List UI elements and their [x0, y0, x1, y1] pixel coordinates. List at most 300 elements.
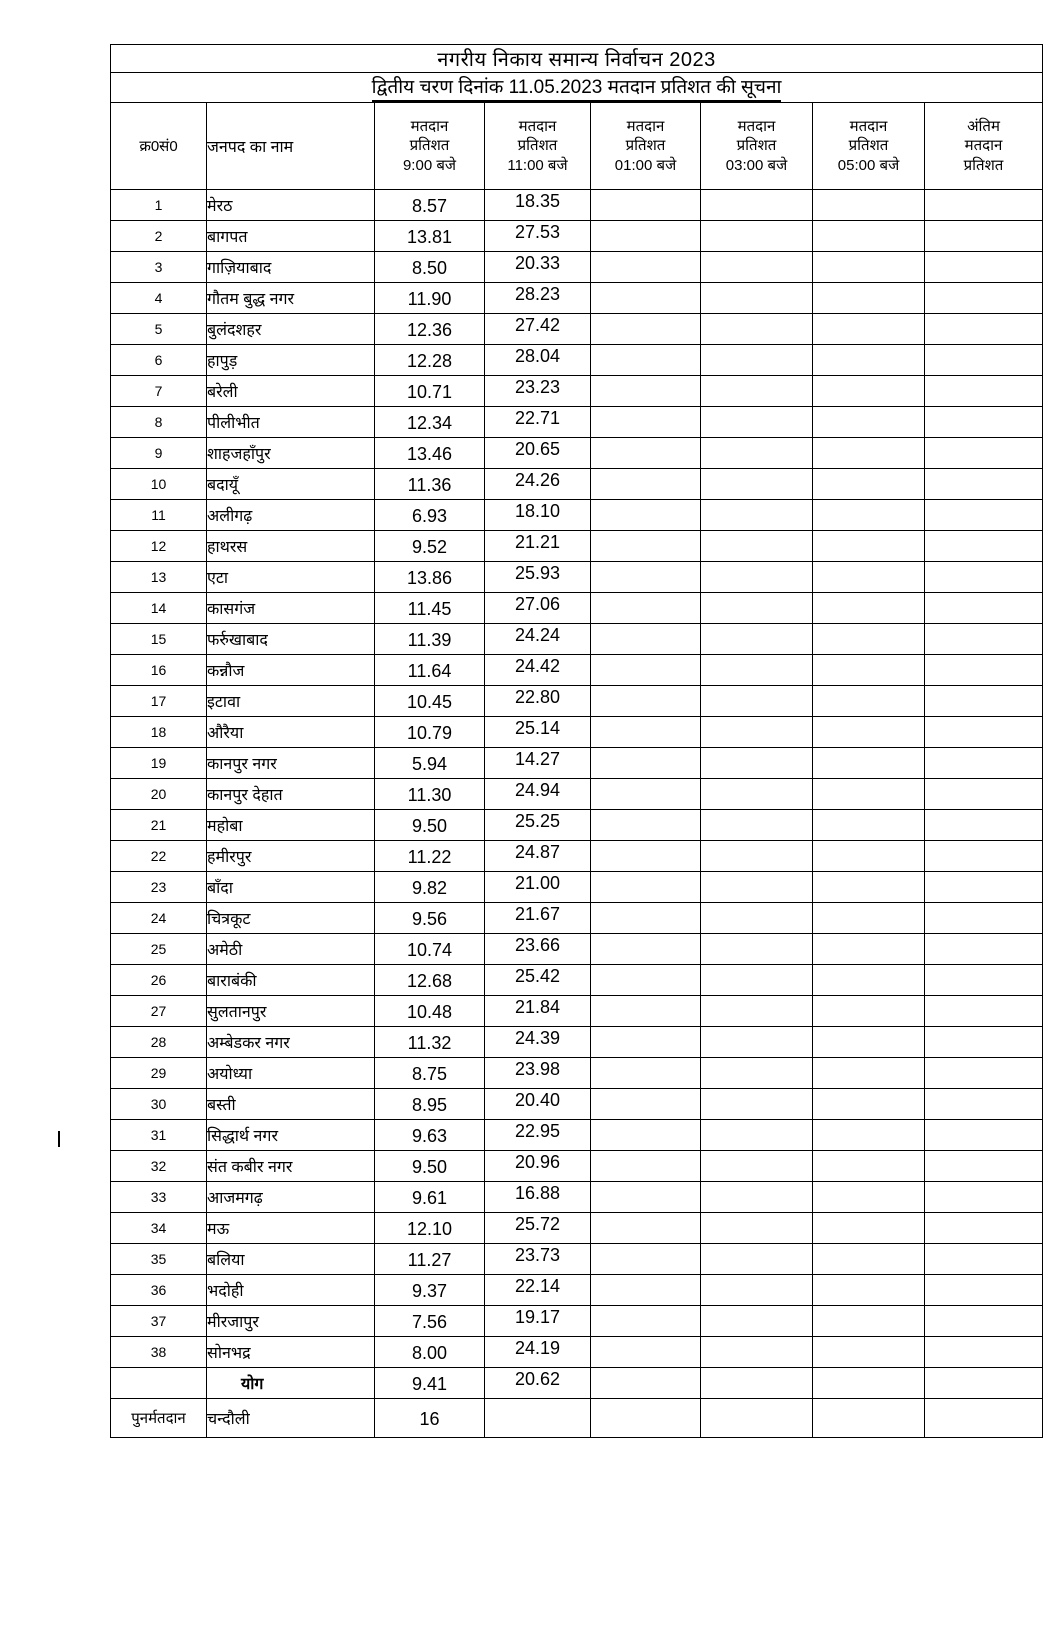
cell-serial: 27: [111, 996, 207, 1027]
cell-9am: 8.50: [411, 257, 448, 278]
cell-3pm: [701, 531, 813, 562]
cell-repoll-9am: 16: [419, 1408, 440, 1429]
cell-1pm: [591, 1244, 701, 1275]
cell-9am: 9.82: [411, 877, 448, 898]
column-header-11am-line: प्रतिशत: [517, 137, 558, 155]
cell-final: [925, 1120, 1043, 1151]
cell-3pm: [701, 1337, 813, 1368]
cell-1pm: [591, 1182, 701, 1213]
cell-5pm: [813, 779, 925, 810]
cell-11am: 27.06: [514, 593, 561, 614]
column-header-1pm-line: प्रतिशत: [625, 137, 666, 155]
page-title: नगरीय निकाय समान्य निर्वाचन 2023: [111, 45, 1043, 73]
cell-final: [925, 531, 1043, 562]
cell-1pm: [591, 934, 701, 965]
table-row: [111, 283, 1043, 314]
cell-serial: 38: [111, 1337, 207, 1368]
cell-serial: 20: [111, 779, 207, 810]
cell-9am: 9.52: [411, 536, 448, 557]
table-row: [111, 593, 1043, 624]
cell-5pm: [813, 1275, 925, 1306]
cell-district: बदायूँ: [207, 469, 375, 500]
column-header-final-line: मतदान: [964, 137, 1003, 155]
cell-3pm: [701, 283, 813, 314]
cell-serial: 19: [111, 748, 207, 779]
cell-5pm: [813, 1120, 925, 1151]
cell-final: [925, 1182, 1043, 1213]
cell-total-11am: 20.62: [514, 1368, 561, 1389]
cell-final: [925, 500, 1043, 531]
cell-11am: 24.42: [514, 655, 561, 676]
voting-percentage-table: [110, 44, 1043, 1438]
cell-serial: 11: [111, 500, 207, 531]
cell-3pm: [701, 314, 813, 345]
cell-5pm: [813, 190, 925, 221]
cell-district: मऊ: [207, 1213, 375, 1244]
cell-district: कासगंज: [207, 593, 375, 624]
cell-3pm: [701, 1306, 813, 1337]
cell-5pm: [813, 252, 925, 283]
column-header-3pm-line: 03:00 बजे: [725, 156, 788, 174]
cell-final: [925, 624, 1043, 655]
cell-district: चित्रकूट: [207, 903, 375, 934]
cell-3pm: [701, 1275, 813, 1306]
column-header-final: [925, 103, 1043, 190]
column-header-9am-line: 9:00 बजे: [402, 156, 457, 174]
cell-3pm: [701, 717, 813, 748]
table-row: [111, 190, 1043, 221]
cell-district: गाज़ियाबाद: [207, 252, 375, 283]
cell-11am: 20.33: [514, 252, 561, 273]
cell-serial: 10: [111, 469, 207, 500]
cell-final: [925, 283, 1043, 314]
cell-district: बलिया: [207, 1244, 375, 1275]
cell-district: सिद्धार्थ नगर: [207, 1120, 375, 1151]
cell-total-5pm: [813, 1368, 925, 1399]
cell-district: भदोही: [207, 1275, 375, 1306]
cell-9am: 13.46: [406, 443, 453, 464]
cell-final: [925, 252, 1043, 283]
cell-3pm: [701, 345, 813, 376]
cell-5pm: [813, 1337, 925, 1368]
cell-3pm: [701, 500, 813, 531]
table-row: [111, 810, 1043, 841]
cell-11am: 23.98: [514, 1058, 561, 1079]
cell-1pm: [591, 407, 701, 438]
cell-3pm: [701, 872, 813, 903]
cell-1pm: [591, 562, 701, 593]
cell-9am: 11.45: [407, 598, 452, 619]
cell-9am: 8.57: [411, 195, 448, 216]
cell-district: सोनभद्र: [207, 1337, 375, 1368]
cell-5pm: [813, 624, 925, 655]
column-header-11am: [485, 103, 591, 190]
cell-5pm: [813, 934, 925, 965]
cell-district: बस्ती: [207, 1089, 375, 1120]
cell-3pm: [701, 965, 813, 996]
cell-1pm: [591, 531, 701, 562]
cell-district: बाराबंकी: [207, 965, 375, 996]
cell-5pm: [813, 1213, 925, 1244]
cell-district: पीलीभीत: [207, 407, 375, 438]
cell-serial: 2: [111, 221, 207, 252]
margin-tick-mark: [58, 1131, 60, 1147]
table-row: [111, 624, 1043, 655]
column-header-3pm-line: मतदान: [737, 118, 776, 136]
table-row: [111, 500, 1043, 531]
cell-final: [925, 1275, 1043, 1306]
cell-final: [925, 934, 1043, 965]
cell-5pm: [813, 283, 925, 314]
cell-11am: 25.14: [514, 717, 561, 738]
table-row: [111, 1058, 1043, 1089]
cell-serial: 37: [111, 1306, 207, 1337]
cell-3pm: [701, 593, 813, 624]
cell-final: [925, 841, 1043, 872]
cell-district: फर्रुखाबाद: [207, 624, 375, 655]
cell-serial: 12: [111, 531, 207, 562]
cell-9am: 11.90: [407, 288, 452, 309]
cell-serial: 26: [111, 965, 207, 996]
cell-9am: 10.74: [406, 939, 453, 960]
cell-9am: 11.30: [407, 784, 452, 805]
cell-district: हाथरस: [207, 531, 375, 562]
column-header-5pm-line: प्रतिशत: [848, 137, 889, 155]
cell-11am: 24.39: [514, 1027, 561, 1048]
cell-district: गौतम बुद्ध नगर: [207, 283, 375, 314]
cell-11am: 21.67: [514, 903, 561, 924]
cell-3pm: [701, 748, 813, 779]
cell-final: [925, 593, 1043, 624]
cell-11am: 28.04: [514, 345, 561, 366]
cell-district: हमीरपुर: [207, 841, 375, 872]
page-subtitle-text: द्वितीय चरण दिनांक 11.05.2023 मतदान प्रतिशत की सूचना: [372, 73, 782, 102]
cell-5pm: [813, 717, 925, 748]
cell-11am: 27.53: [514, 221, 561, 242]
cell-1pm: [591, 779, 701, 810]
cell-11am: 24.24: [514, 624, 561, 645]
cell-final: [925, 872, 1043, 903]
cell-9am: 12.34: [406, 412, 453, 433]
table-row: [111, 1089, 1043, 1120]
cell-serial: 34: [111, 1213, 207, 1244]
cell-district: शाहजहाँपुर: [207, 438, 375, 469]
cell-district: अलीगढ़: [207, 500, 375, 531]
cell-serial: 7: [111, 376, 207, 407]
cell-1pm: [591, 717, 701, 748]
cell-5pm: [813, 1058, 925, 1089]
cell-3pm: [701, 1182, 813, 1213]
cell-9am: 10.45: [406, 691, 453, 712]
column-header-district: जनपद का नाम: [207, 103, 375, 190]
cell-5pm: [813, 562, 925, 593]
cell-serial: 18: [111, 717, 207, 748]
cell-1pm: [591, 314, 701, 345]
cell-1pm: [591, 376, 701, 407]
table-row: [111, 314, 1043, 345]
cell-9am: 12.28: [406, 350, 453, 371]
cell-serial: 8: [111, 407, 207, 438]
cell-9am: 12.10: [406, 1218, 453, 1239]
cell-11am: 25.25: [514, 810, 561, 831]
cell-district: अम्बेडकर नगर: [207, 1027, 375, 1058]
subtitle-row: [111, 73, 1043, 103]
cell-final: [925, 1306, 1043, 1337]
cell-11am: 28.23: [514, 283, 561, 304]
cell-3pm: [701, 1027, 813, 1058]
table-row: [111, 655, 1043, 686]
cell-final: [925, 1151, 1043, 1182]
cell-9am: 6.93: [411, 505, 448, 526]
cell-11am: 23.66: [514, 934, 561, 955]
cell-11am: 21.21: [514, 531, 561, 552]
cell-1pm: [591, 252, 701, 283]
cell-11am: 21.00: [514, 872, 561, 893]
column-header-final-line: प्रतिशत: [963, 156, 1004, 174]
cell-district: बाँदा: [207, 872, 375, 903]
cell-11am: 23.23: [514, 376, 561, 397]
cell-serial: 13: [111, 562, 207, 593]
header-row: [111, 103, 1043, 190]
cell-11am: 20.65: [514, 438, 561, 459]
cell-final: [925, 903, 1043, 934]
column-header-9am-line: प्रतिशत: [409, 137, 450, 155]
cell-3pm: [701, 1089, 813, 1120]
cell-9am: 9.63: [411, 1125, 448, 1146]
cell-11am: 22.95: [514, 1120, 561, 1141]
cell-total-9am: 9.41: [411, 1373, 448, 1394]
table-row: [111, 934, 1043, 965]
cell-3pm: [701, 779, 813, 810]
cell-5pm: [813, 407, 925, 438]
table-row: [111, 1151, 1043, 1182]
cell-9am: 13.81: [406, 226, 453, 247]
table-row: [111, 779, 1043, 810]
cell-serial: 24: [111, 903, 207, 934]
cell-3pm: [701, 810, 813, 841]
cell-3pm: [701, 438, 813, 469]
table-row: [111, 1275, 1043, 1306]
cell-11am: 25.93: [514, 562, 561, 583]
cell-3pm: [701, 190, 813, 221]
table-row: [111, 1182, 1043, 1213]
cell-1pm: [591, 1058, 701, 1089]
column-header-9am: [375, 103, 485, 190]
cell-final: [925, 717, 1043, 748]
cell-final: [925, 376, 1043, 407]
cell-1pm: [591, 1337, 701, 1368]
cell-1pm: [591, 996, 701, 1027]
cell-final: [925, 655, 1043, 686]
cell-serial: 15: [111, 624, 207, 655]
column-header-final-line: अंतिम: [967, 118, 1000, 136]
cell-1pm: [591, 810, 701, 841]
cell-district: इटावा: [207, 686, 375, 717]
cell-5pm: [813, 1089, 925, 1120]
column-header-serial: क्र0सं0: [111, 103, 207, 190]
cell-11am: 22.71: [514, 407, 561, 428]
cell-final: [925, 314, 1043, 345]
cell-3pm: [701, 1244, 813, 1275]
table-row: [111, 407, 1043, 438]
cell-5pm: [813, 345, 925, 376]
cell-1pm: [591, 655, 701, 686]
cell-9am: 11.39: [407, 629, 452, 650]
table-row: [111, 376, 1043, 407]
cell-serial: 29: [111, 1058, 207, 1089]
cell-9am: 8.75: [411, 1063, 448, 1084]
cell-serial: 31: [111, 1120, 207, 1151]
table-row: [111, 1244, 1043, 1275]
cell-district: मेरठ: [207, 190, 375, 221]
cell-9am: 9.50: [411, 1156, 448, 1177]
cell-1pm: [591, 1151, 701, 1182]
cell-11am: 19.17: [514, 1306, 561, 1327]
cell-1pm: [591, 624, 701, 655]
cell-3pm: [701, 407, 813, 438]
cell-1pm: [591, 593, 701, 624]
cell-district: कानपुर नगर: [207, 748, 375, 779]
cell-1pm: [591, 500, 701, 531]
cell-final: [925, 1213, 1043, 1244]
cell-5pm: [813, 500, 925, 531]
cell-district: औरैया: [207, 717, 375, 748]
cell-serial: 9: [111, 438, 207, 469]
cell-total-1pm: [591, 1368, 701, 1399]
cell-3pm: [701, 934, 813, 965]
cell-5pm: [813, 841, 925, 872]
cell-district: बुलंदशहर: [207, 314, 375, 345]
cell-9am: 9.50: [411, 815, 448, 836]
cell-repoll-1pm: [591, 1399, 701, 1438]
cell-5pm: [813, 965, 925, 996]
cell-5pm: [813, 996, 925, 1027]
cell-9am: 11.36: [407, 474, 452, 495]
cell-5pm: [813, 1306, 925, 1337]
cell-1pm: [591, 1120, 701, 1151]
column-header-11am-line: 11:00 बजे: [507, 156, 568, 174]
cell-1pm: [591, 190, 701, 221]
cell-serial: 16: [111, 655, 207, 686]
cell-3pm: [701, 469, 813, 500]
cell-9am: 10.71: [406, 381, 453, 402]
cell-11am: 23.73: [514, 1244, 561, 1265]
cell-serial: 3: [111, 252, 207, 283]
voting-percentage-report: [110, 44, 1004, 1438]
table-row: [111, 345, 1043, 376]
cell-5pm: [813, 1182, 925, 1213]
cell-3pm: [701, 686, 813, 717]
cell-final: [925, 965, 1043, 996]
cell-5pm: [813, 314, 925, 345]
cell-1pm: [591, 283, 701, 314]
table-row: [111, 903, 1043, 934]
cell-9am: 13.86: [406, 567, 453, 588]
cell-final: [925, 1089, 1043, 1120]
cell-3pm: [701, 903, 813, 934]
column-header-5pm: [813, 103, 925, 190]
cell-1pm: [591, 345, 701, 376]
cell-11am: 18.10: [514, 500, 561, 521]
cell-11am: 25.42: [514, 965, 561, 986]
cell-serial: 6: [111, 345, 207, 376]
table-row: [111, 562, 1043, 593]
cell-serial: 21: [111, 810, 207, 841]
cell-repoll-final: [925, 1399, 1043, 1438]
cell-final: [925, 779, 1043, 810]
cell-1pm: [591, 903, 701, 934]
cell-district: कन्नौज: [207, 655, 375, 686]
cell-9am: 10.79: [406, 722, 453, 743]
cell-3pm: [701, 252, 813, 283]
cell-5pm: [813, 438, 925, 469]
column-header-5pm-line: 05:00 बजे: [837, 156, 900, 174]
cell-1pm: [591, 221, 701, 252]
cell-3pm: [701, 996, 813, 1027]
cell-serial: [111, 1368, 207, 1399]
cell-9am: 12.36: [406, 319, 453, 340]
cell-11am: 21.84: [514, 996, 561, 1017]
cell-11am: 27.42: [514, 314, 561, 335]
cell-final: [925, 469, 1043, 500]
cell-9am: 11.22: [407, 846, 452, 867]
table-body: [111, 45, 1043, 1438]
cell-9am: 11.32: [407, 1032, 452, 1053]
cell-5pm: [813, 469, 925, 500]
table-row: [111, 872, 1043, 903]
cell-9am: 9.37: [411, 1280, 448, 1301]
cell-3pm: [701, 1151, 813, 1182]
cell-total-final: [925, 1368, 1043, 1399]
cell-9am: 5.94: [411, 753, 448, 774]
cell-district: सुलतानपुर: [207, 996, 375, 1027]
cell-district: अयोध्या: [207, 1058, 375, 1089]
cell-3pm: [701, 655, 813, 686]
cell-district: आजमगढ़: [207, 1182, 375, 1213]
column-header-3pm: [701, 103, 813, 190]
cell-serial: 35: [111, 1244, 207, 1275]
table-row: [111, 531, 1043, 562]
cell-5pm: [813, 593, 925, 624]
cell-final: [925, 748, 1043, 779]
column-header-11am-line: मतदान: [518, 118, 557, 136]
cell-3pm: [701, 1120, 813, 1151]
table-row: [111, 438, 1043, 469]
cell-5pm: [813, 686, 925, 717]
cell-11am: 24.94: [514, 779, 561, 800]
table-row: [111, 1213, 1043, 1244]
table-row: [111, 1306, 1043, 1337]
cell-serial: 32: [111, 1151, 207, 1182]
cell-11am: 22.80: [514, 686, 561, 707]
cell-5pm: [813, 903, 925, 934]
table-row: [111, 686, 1043, 717]
cell-9am: 10.48: [406, 1001, 453, 1022]
cell-3pm: [701, 624, 813, 655]
cell-1pm: [591, 1275, 701, 1306]
cell-final: [925, 345, 1043, 376]
cell-11am: 18.35: [514, 190, 561, 211]
cell-1pm: [591, 841, 701, 872]
cell-11am: 24.19: [514, 1337, 561, 1358]
cell-3pm: [701, 841, 813, 872]
table-row: [111, 1027, 1043, 1058]
cell-5pm: [813, 872, 925, 903]
total-row: [111, 1368, 1043, 1399]
cell-1pm: [591, 438, 701, 469]
cell-11am: 20.96: [514, 1151, 561, 1172]
cell-9am: 9.56: [411, 908, 448, 929]
